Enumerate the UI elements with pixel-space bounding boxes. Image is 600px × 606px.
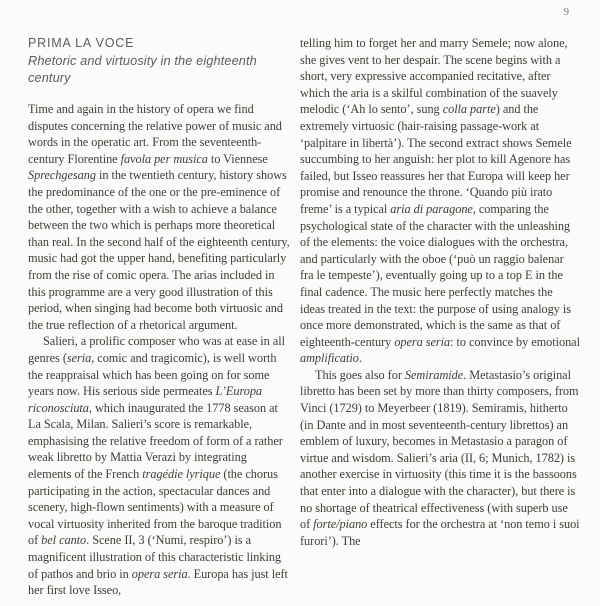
paragraph: This goes also for Semiramide. Metastasio’s original libretto has been set by more than thirty composers, from Vinci (1729) to Meyerbeer (1819). Semiramis, hitherto (in Dante and in most seventeenth-century librettos) an emblem of luxury, becomes in Metastasio a paragon of virtue and wisdom. Salieri’s aria (II, 6; Munich, 1782) is another exercise in virtuosity (this time it is the bassoons that enter into a dialogue with the character), but there is no shortage of theatrical effectiveness (with superb use of forte/piano effects for the orchestra at ‘non temo i suoi furori’). The xyxy=(300,367,580,548)
two-column-layout xyxy=(28,35,582,599)
page-number: 9 xyxy=(563,7,569,18)
section-header xyxy=(28,35,290,86)
section-subtitle: Rhetoric and virtuosity in the eighteenth century xyxy=(28,53,257,85)
paragraph: Time and again in the history of opera we find disputes concerning the relative power of music and words in the operatic art. From the seventeenth-century Florentine favola per musica to Viennese Sprechgesang in the twentieth century, history shows the predominance of the one or the pre-eminence of the other, together with a wish to achieve a balance between the two which is perhaps more theoretical than real. In the second half of the eighteenth century, music had got the upper hand, benefiting particularly from the rise of comic opera. The arias included in this programme are a very good illustration of this period, when singing had become both virtuosic and the true reflection of a rhetorical argument. xyxy=(28,102,290,332)
column-right xyxy=(300,35,580,599)
column-right-text xyxy=(300,35,580,549)
column-left xyxy=(28,35,290,599)
column-left-text xyxy=(28,101,290,599)
paragraph: Salieri, a prolific composer who was at ease in all genres (seria, comic and tragicomic), is well worth the reappraisal which has been going on for some years now. His serious side permeates L’Europa riconosciuta, which inaugurated the 1778 season at La Scala, Milan. Salieri’s score is remarkable, emphasising the relative freedom of form of a rather weak libretto by Mattia Verazi by integrating elements of the French tragédie lyrique (the chorus participating in the action, spectacular dances and scenery, high-flown sentiments) with a measure of vocal virtuosity inherited from the baroque tradition of bel canto. Scene II, 3 (‘Numi, respiro’) is a magnificent illustration of this characteristic linking of pathos and brio in opera seria. Europa has just left her first love Isseo, xyxy=(28,334,288,598)
paragraph: telling him to forget her and marry Semele; now alone, she gives vent to her despair. The scene begins with a short, very expressive accompanied recitative, after which the aria is a skilful combination of the suavely melodic (‘Ah lo sento’, sung colla parte) and the extremely virtuosic (hair-raising passage-work at ‘palpitare in libertà’). The second extract shows Semele succumbing to her anguish: her plot to kill Agenore has failed, but Isseo reassures her that Europa will keep her promise and renounce the throne. ‘Quando più irato freme’ is a typical aria di paragone, comparing the psychological state of the character with the unleashing of the elements: the voice dialogues with the orchestra, and particularly with the oboe (‘può un raggio balenar fra le tempeste’), eventually going up to a top E in the final cadence. The music here perfectly matches the ideas treated in the text: the purpose of using analogy is once more demonstrated, which is the same as that of eighteenth-century opera seria: to convince by emotional amplificatio. xyxy=(300,36,580,366)
section-title: PRIMA LA VOCE xyxy=(28,36,135,50)
